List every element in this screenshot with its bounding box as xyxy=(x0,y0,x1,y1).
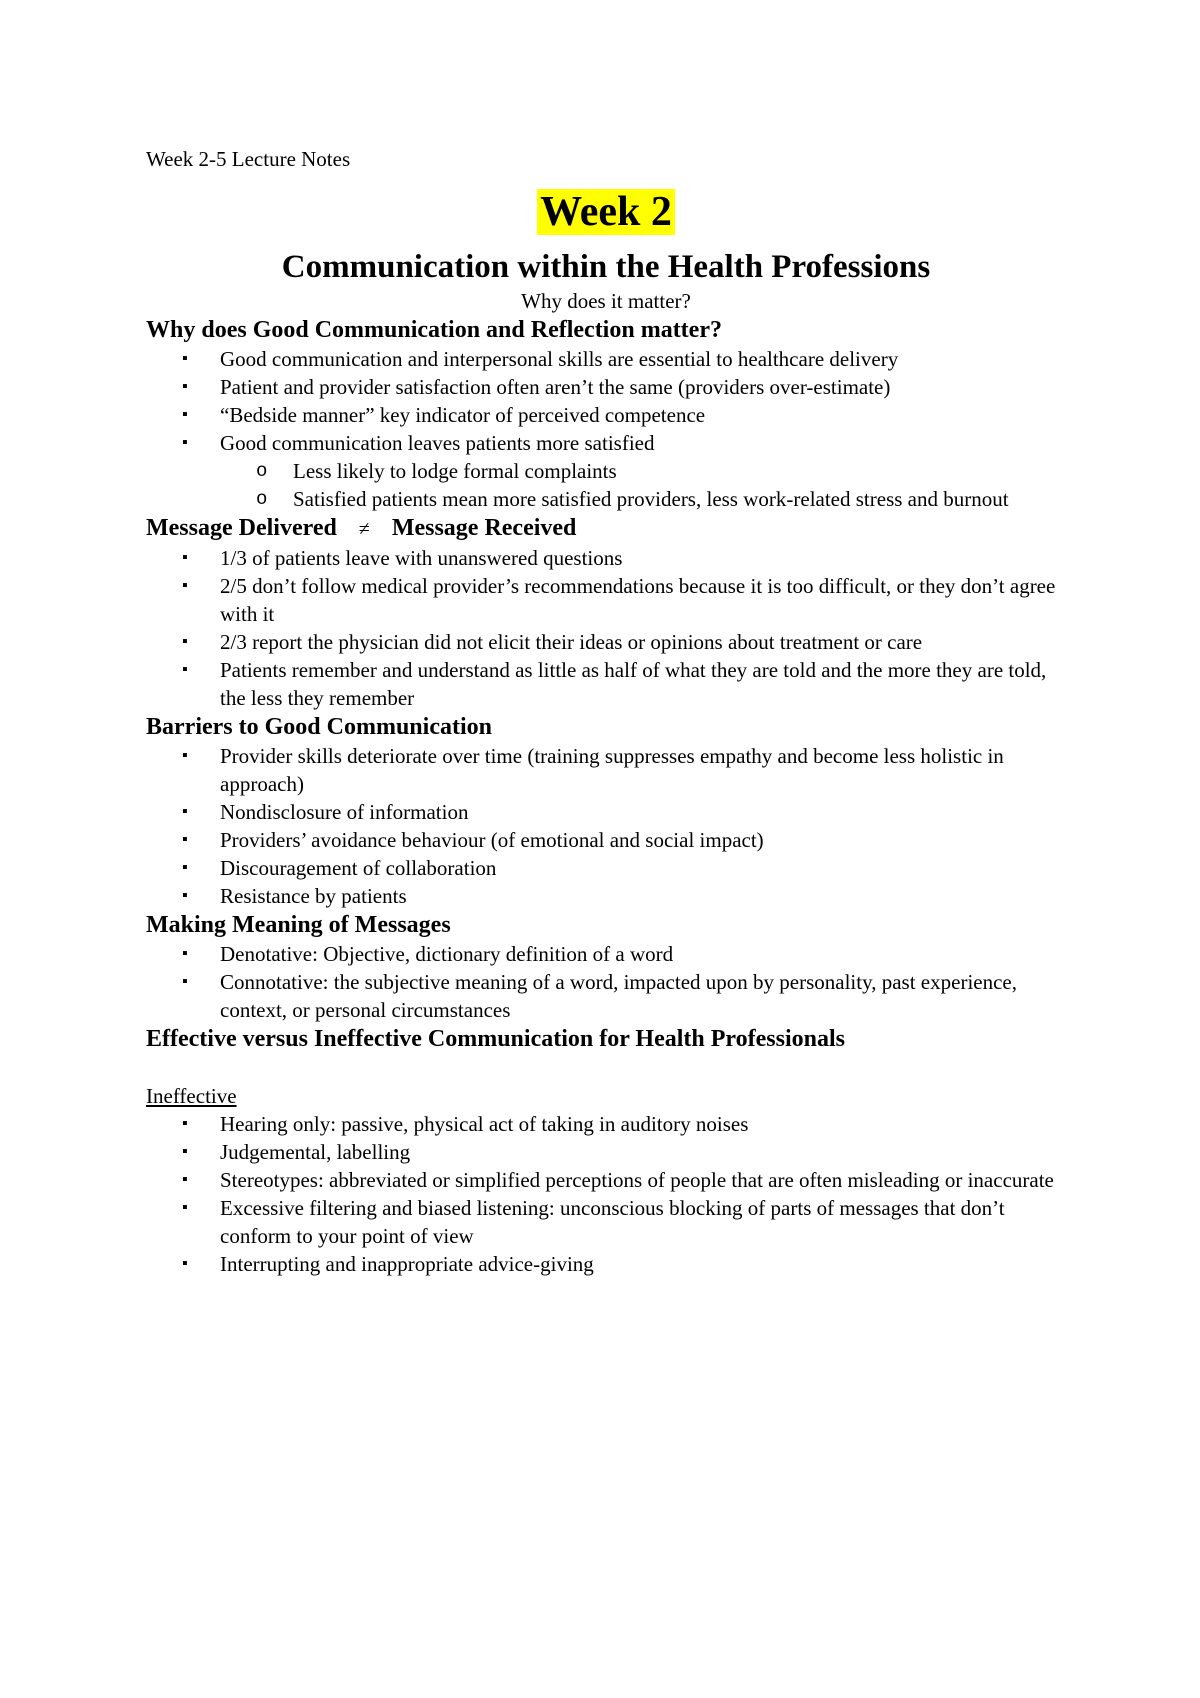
section-heading-effective: Effective versus Ineffective Communication for Health Professionals xyxy=(146,1026,845,1052)
ineffective-list xyxy=(146,1110,1066,1278)
bullet-icon: ▪ xyxy=(182,350,188,367)
list-item: ▪ Stereotypes: abbreviated or simplified perceptions of people that are often misleading or inaccurate xyxy=(182,1168,1054,1192)
message-received-label: Message Received xyxy=(391,515,577,541)
list-item: ▪ Judgemental, labelling xyxy=(182,1140,411,1164)
bullet-icon: ▪ xyxy=(182,378,188,395)
bullet-icon: ▪ xyxy=(182,831,188,848)
section-heading-barriers: Barriers to Good Communication xyxy=(146,714,492,740)
list-item: ▪ 1/3 of patients leave with unanswered questions xyxy=(182,546,623,570)
bullet-icon: ▪ xyxy=(182,945,188,962)
bullet-icon: ▪ xyxy=(182,633,188,650)
list-item: ▪ Resistance by patients xyxy=(182,884,407,908)
list-item: ▪ 2/3 report the physician did not elicit their ideas or opinions about treatment or care xyxy=(182,630,923,654)
bullet-icon: ▪ xyxy=(182,661,188,678)
list-item: ▪ Nondisclosure of information xyxy=(182,800,469,824)
bullet-icon: ▪ xyxy=(182,1115,188,1132)
bullet-icon: ▪ xyxy=(182,803,188,820)
sub-list-item: o Less likely to lodge formal complaints xyxy=(256,459,617,483)
meaning-list xyxy=(146,940,1066,1024)
list-item: ▪ Providers’ avoidance behaviour (of emotional and social impact) xyxy=(182,828,764,852)
bullet-icon: ▪ xyxy=(182,1143,188,1160)
sub-list-item: o Satisfied patients mean more satisfied providers, less work-related stress and burnout xyxy=(256,487,1009,511)
bullet-icon: ▪ xyxy=(182,577,188,594)
main-title: Communication within the Health Professions xyxy=(281,249,931,285)
document-body xyxy=(146,144,1066,1278)
bullet-icon: ▪ xyxy=(182,859,188,876)
not-equal-icon: ≠ xyxy=(358,518,370,540)
document-top-label: Week 2-5 Lecture Notes xyxy=(146,147,351,171)
list-item: ▪ Denotative: Objective, dictionary definition of a word xyxy=(182,942,674,966)
list-item: ▪ Provider skills deteriorate over time (training suppresses empathy and become less holistic in approach) xyxy=(182,744,1004,796)
message-list xyxy=(146,544,1066,712)
list-item: ▪ Good communication leaves patients more satisfied o Less likely to lodge formal complaints o Satisfied patients mean more satisfied providers, less work-related stress and burnout xyxy=(146,429,1066,513)
barriers-list xyxy=(146,742,1066,910)
week-title: Week 2 xyxy=(537,189,675,235)
subtitle: Why does it matter? xyxy=(521,289,691,313)
section-heading-why: Why does Good Communication and Reflection matter? xyxy=(146,317,722,343)
bullet-icon: ▪ xyxy=(182,549,188,566)
list-item: ▪ Discouragement of collaboration xyxy=(182,856,497,880)
bullet-icon: ▪ xyxy=(182,973,188,990)
list-item: ▪ Good communication and interpersonal skills are essential to healthcare delivery xyxy=(182,347,899,371)
list-item: ▪ 2/5 don’t follow medical provider’s recommendations because it is too difficult, or they don’t agree with it xyxy=(182,574,1056,626)
bullet-icon: ▪ xyxy=(182,1171,188,1188)
list-item: ▪ Patient and provider satisfaction often aren’t the same (providers over-estimate) xyxy=(182,375,891,399)
message-delivered-label: Message Delivered xyxy=(146,515,337,541)
ineffective-label: Ineffective xyxy=(146,1084,237,1108)
list-item: ▪ “Bedside manner” key indicator of perceived competence xyxy=(182,403,706,427)
why-list xyxy=(146,345,1066,513)
why-sub-list xyxy=(220,457,1066,513)
list-item: ▪ Connotative: the subjective meaning of a word, impacted upon by personality, past experience, context, or personal circumstances xyxy=(182,970,1017,1022)
bullet-icon: ▪ xyxy=(182,1199,188,1216)
list-item: ▪ Hearing only: passive, physical act of taking in auditory noises xyxy=(182,1112,749,1136)
bullet-icon: ▪ xyxy=(182,434,188,451)
list-item: ▪ Excessive filtering and biased listening: unconscious blocking of parts of messages that don’t conform to your point of view xyxy=(182,1196,1005,1248)
list-item: ▪ Interrupting and inappropriate advice-giving xyxy=(182,1252,594,1276)
section-heading-meaning: Making Meaning of Messages xyxy=(146,912,451,938)
sub-bullet-icon: o xyxy=(256,488,268,510)
bullet-icon: ▪ xyxy=(182,887,188,904)
sub-bullet-icon: o xyxy=(256,460,268,482)
week-title-line xyxy=(146,186,1066,247)
list-item: ▪ Patients remember and understand as little as half of what they are told and the more they are told, the less they remember xyxy=(182,658,1047,710)
section-heading-message xyxy=(146,513,1066,544)
bullet-icon: ▪ xyxy=(182,406,188,423)
bullet-icon: ▪ xyxy=(182,1255,188,1272)
bullet-icon: ▪ xyxy=(182,747,188,764)
